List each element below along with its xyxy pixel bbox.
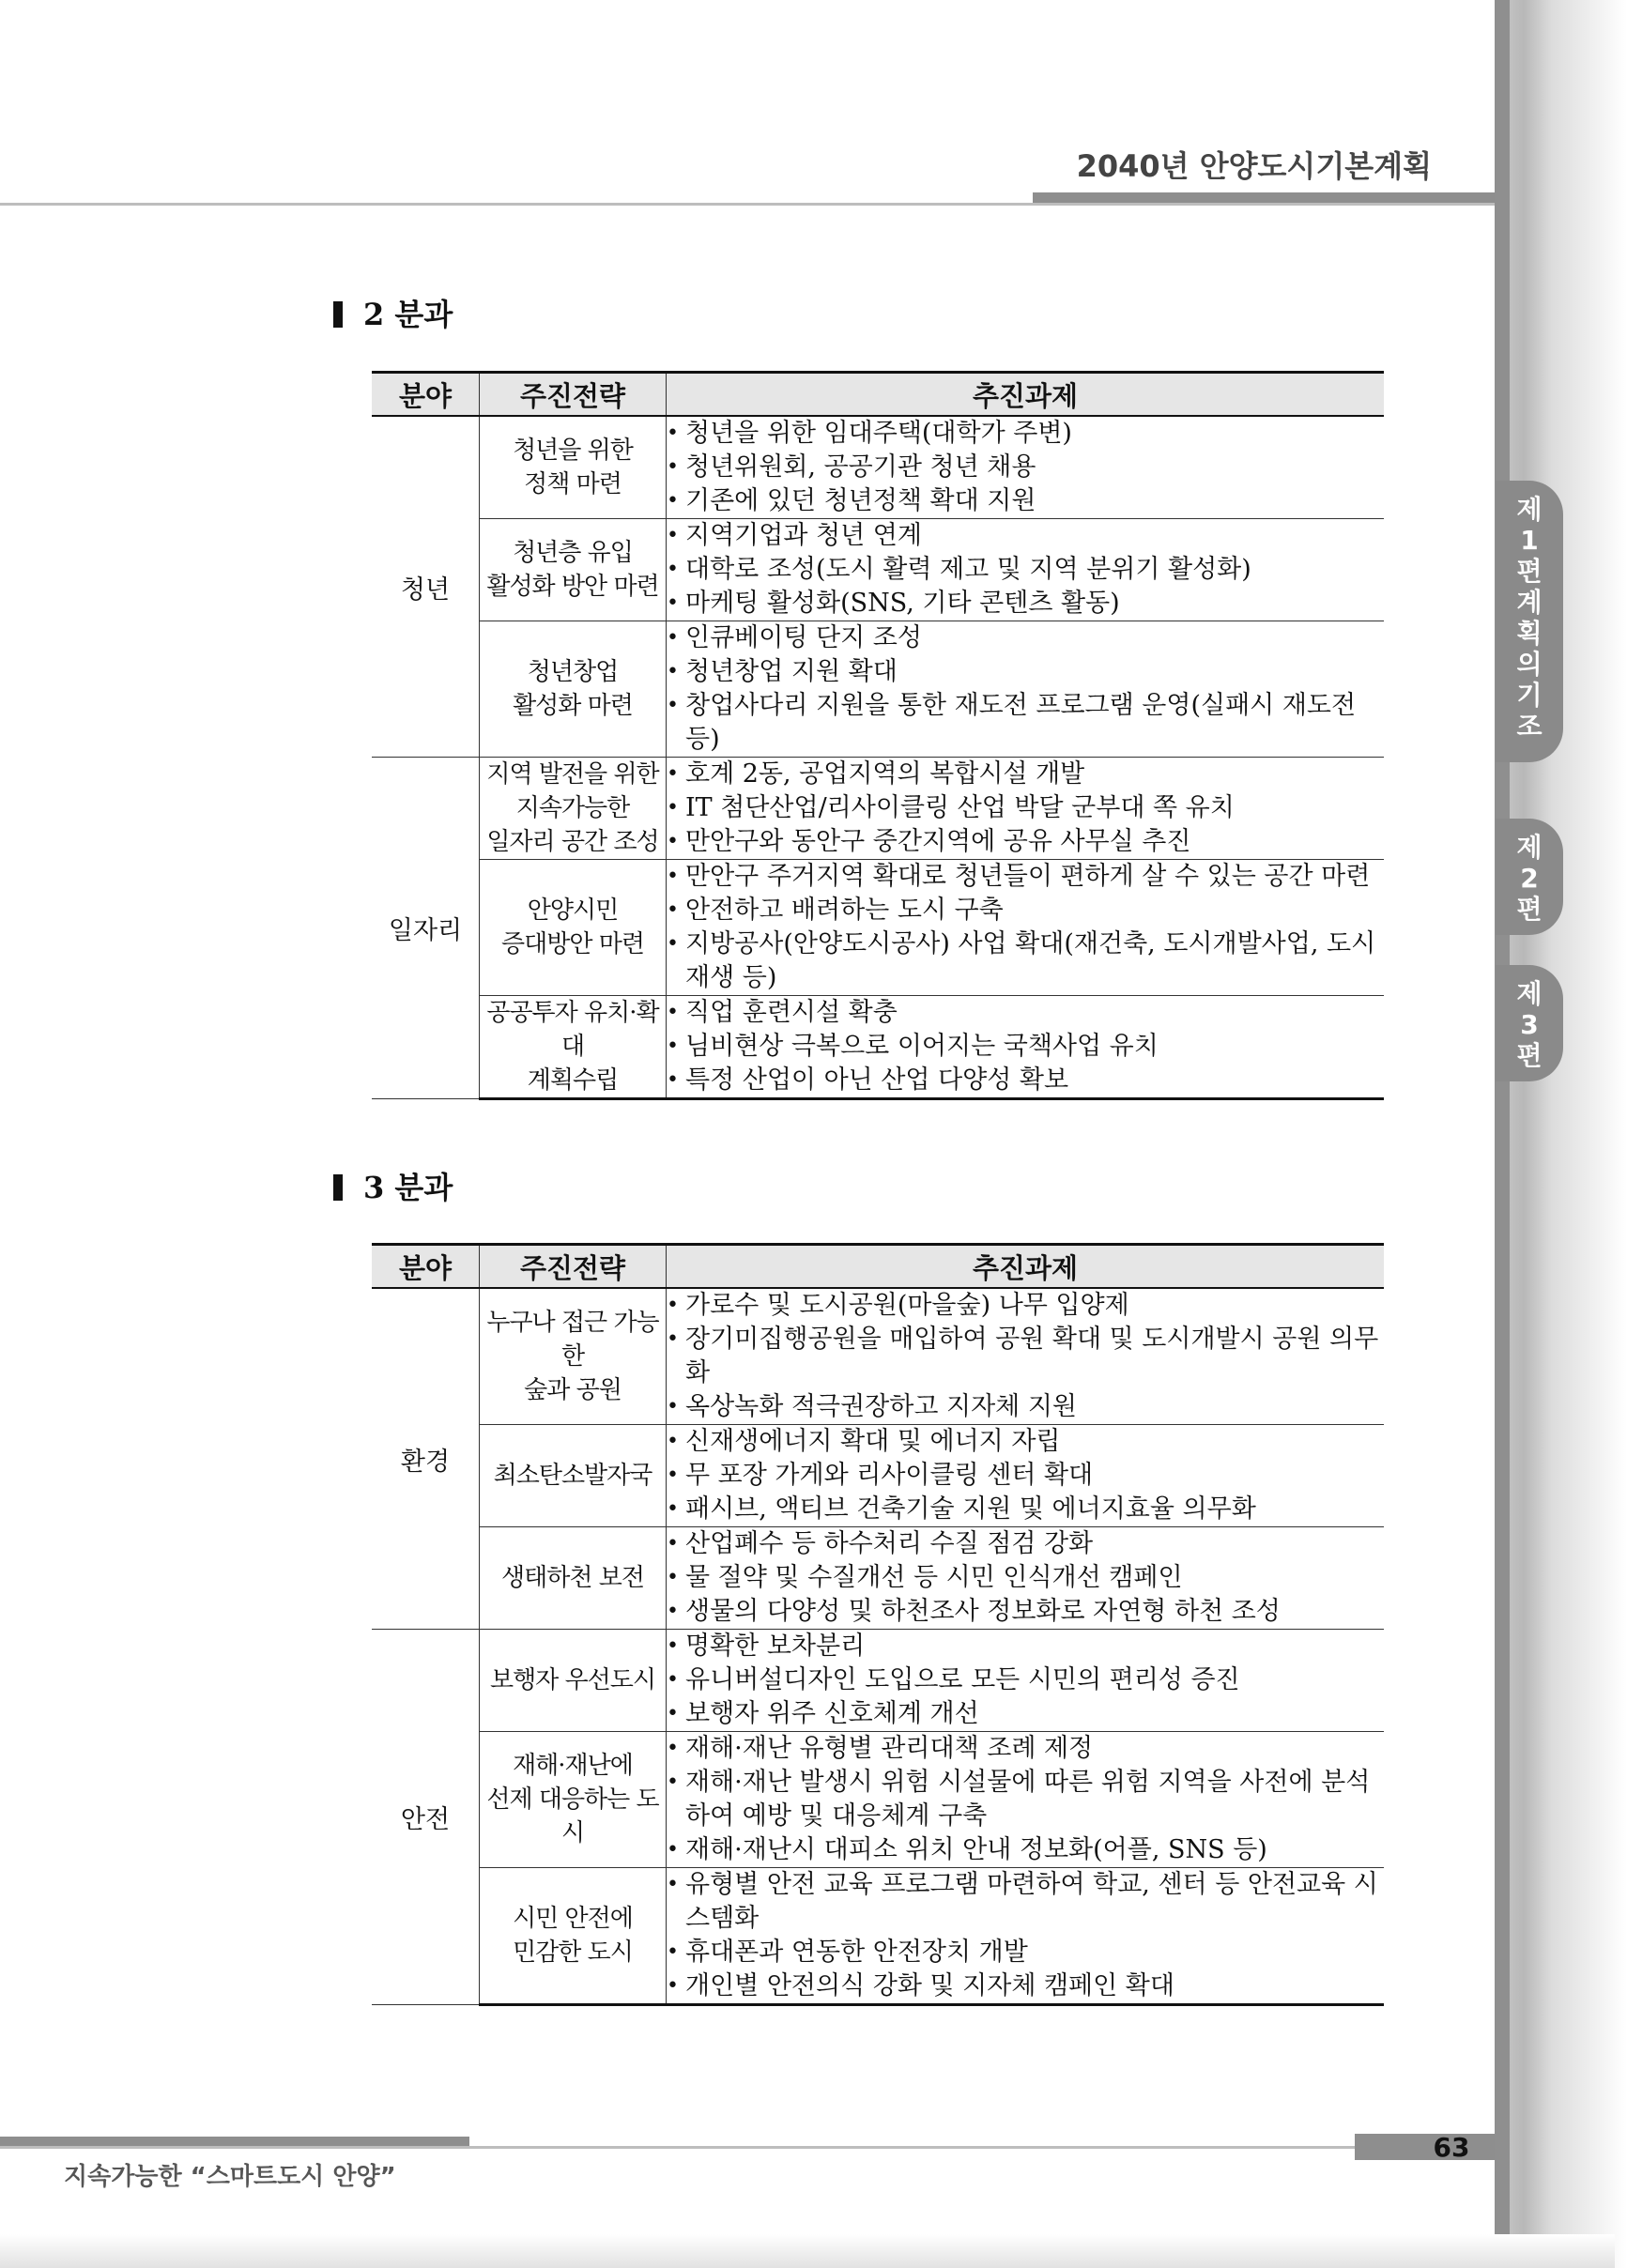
strategy-cell xyxy=(480,1288,667,1425)
side-tab-char: 편 xyxy=(1516,1040,1543,1071)
tasks-cell xyxy=(667,519,1385,621)
field-cell: 안전 xyxy=(372,1630,480,2005)
task-item: • 물 절약 및 수질개선 등 시민 인식개선 캠페인 xyxy=(667,1561,1384,1595)
task-item: • 개인별 안전의식 강화 및 지자체 캠페인 확대 xyxy=(667,1969,1384,2003)
side-tab-char: 편 xyxy=(1516,894,1543,925)
task-item: • 신재생에너지 확대 및 에너지 자립 xyxy=(667,1425,1384,1459)
task-item: • 무 포장 가게와 리사이클링 센터 확대 xyxy=(667,1459,1384,1493)
table-row xyxy=(372,860,1384,996)
strategy-line: 청년창업 xyxy=(527,658,619,686)
tasks-cell xyxy=(667,1732,1385,1868)
strategy-line: 생태하천 보전 xyxy=(501,1564,644,1592)
side-tab-part3[interactable] xyxy=(1496,965,1563,1081)
side-tab-char: 의 xyxy=(1516,649,1543,680)
tasks-cell xyxy=(667,996,1385,1099)
side-tab-part1[interactable] xyxy=(1496,481,1563,762)
strategy-cell xyxy=(480,860,667,996)
task-item: • 청년위원회, 공공기관 청년 채용 xyxy=(667,451,1384,484)
strategy-line: 보행자 우선도시 xyxy=(489,1666,656,1694)
strategy-cell xyxy=(480,996,667,1099)
task-item: • 청년창업 지원 확대 xyxy=(667,655,1384,689)
header-field: 분야 xyxy=(372,1245,480,1289)
task-item: • 재해·재난시 대피소 위치 안내 정보화(어플, SNS 등) xyxy=(667,1833,1384,1867)
task-item: • 유형별 안전 교육 프로그램 마련하여 학교, 센터 등 안전교육 시스템화 xyxy=(667,1868,1384,1936)
table-header-row xyxy=(372,373,1384,417)
footer-rule xyxy=(0,2146,1495,2149)
tasks-cell xyxy=(667,860,1385,996)
task-item: • 호계 2동, 공업지역의 복합시설 개발 xyxy=(667,758,1384,791)
strategy-line: 증대방안 마련 xyxy=(501,930,644,958)
side-tab-char: 편 xyxy=(1516,556,1543,587)
strategy-line: 계획수립 xyxy=(527,1066,619,1095)
strategy-line: 일자리 공간 조성 xyxy=(486,828,659,856)
side-tab-char: 1 xyxy=(1520,525,1539,556)
tasks-cell xyxy=(667,621,1385,758)
strategy-line: 최소탄소발자국 xyxy=(493,1462,652,1490)
task-item: • 재해·재난 유형별 관리대책 조례 제정 xyxy=(667,1732,1384,1766)
header-tasks: 추진과제 xyxy=(667,373,1385,417)
side-tab-char: 조 xyxy=(1516,711,1543,742)
side-tab-char: 획 xyxy=(1516,618,1543,649)
task-item: • 만안구와 동안구 중간지역에 공유 사무실 추진 xyxy=(667,825,1384,859)
side-tab-char: 제 xyxy=(1516,978,1543,1009)
task-item: • 휴대폰과 연동한 안전장치 개발 xyxy=(667,1936,1384,1969)
table-row xyxy=(372,621,1384,758)
strategy-cell xyxy=(480,1868,667,2005)
task-item: • 기존에 있던 청년정책 확대 지원 xyxy=(667,484,1384,518)
task-item: • 명확한 보차분리 xyxy=(667,1630,1384,1663)
strategy-line: 숲과 공원 xyxy=(524,1376,622,1404)
side-tab-char: 기 xyxy=(1516,680,1543,711)
strategy-cell xyxy=(480,519,667,621)
side-tab-part2[interactable] xyxy=(1496,819,1563,935)
strategy-line: 청년을 위한 xyxy=(513,437,633,465)
side-tab-char: 제 xyxy=(1516,494,1543,525)
strategy-cell xyxy=(480,1425,667,1527)
bottom-shadow xyxy=(0,2234,1615,2268)
tasks-cell xyxy=(667,1527,1385,1630)
task-item: • 옥상녹화 적극권장하고 지자체 지원 xyxy=(667,1390,1384,1424)
tasks-cell xyxy=(667,1288,1385,1425)
task-item: • 가로수 및 도시공원(마을숲) 나무 입양제 xyxy=(667,1289,1384,1323)
task-item: • 창업사다리 지원을 통한 재도전 프로그램 운영(실패시 재도전 등) xyxy=(667,689,1384,757)
section-marker xyxy=(333,1174,343,1201)
tasks-cell xyxy=(667,1630,1385,1732)
task-item: • 산업폐수 등 하수처리 수질 점검 강화 xyxy=(667,1527,1384,1561)
section-2-title xyxy=(333,291,453,334)
field-cell: 환경 xyxy=(372,1288,480,1630)
strategy-line: 지속가능한 xyxy=(515,794,630,822)
table-row xyxy=(372,1868,1384,2005)
table-row xyxy=(372,1630,1384,1732)
task-item: • 특정 산업이 아닌 산업 다양성 확보 xyxy=(667,1064,1384,1097)
strategy-cell xyxy=(480,621,667,758)
task-item: • 대학로 조성(도시 활력 제고 및 지역 분위기 활성화) xyxy=(667,553,1384,587)
table-row xyxy=(372,758,1384,860)
task-item: • 만안구 주거지역 확대로 청년들이 편하게 살 수 있는 공간 마련 xyxy=(667,860,1384,894)
tasks-cell xyxy=(667,1425,1385,1527)
table-row xyxy=(372,1732,1384,1868)
page-edge-shading xyxy=(1496,0,1627,2268)
section-3-title-text: 3 분과 xyxy=(363,1170,453,1205)
section-3-table xyxy=(372,1243,1384,2006)
strategy-line: 선제 대응하는 도시 xyxy=(486,1785,659,1847)
header-field: 분야 xyxy=(372,373,480,417)
task-item: • 청년을 위한 임대주택(대학가 주변) xyxy=(667,417,1384,451)
header-title: 2040년 안양도시기본계획 xyxy=(1076,148,1432,184)
strategy-line: 안양시민 xyxy=(527,896,619,925)
task-item: • 직업 훈련시설 확충 xyxy=(667,996,1384,1030)
section-marker xyxy=(333,301,343,328)
section-2-title-text: 2 분과 xyxy=(363,297,453,332)
task-item: • 재해·재난 발생시 위험 시설물에 따른 위험 지역을 사전에 분석하여 예방 및 대응체계 구축 xyxy=(667,1766,1384,1833)
header-strategy: 주진전략 xyxy=(480,373,667,417)
task-item: • 안전하고 배려하는 도시 구축 xyxy=(667,894,1384,927)
task-item: • 마케팅 활성화(SNS, 기타 콘텐츠 활동) xyxy=(667,587,1384,621)
section-3-title xyxy=(333,1164,453,1207)
strategy-cell xyxy=(480,1630,667,1732)
task-item: • 님비현상 극복으로 이어지는 국책사업 유치 xyxy=(667,1030,1384,1064)
task-item: • 지역기업과 청년 연계 xyxy=(667,519,1384,553)
tasks-cell xyxy=(667,758,1385,860)
side-tab-char: 제 xyxy=(1516,832,1543,863)
task-item: • 장기미집행공원을 매입하여 공원 확대 및 도시개발시 공원 의무화 xyxy=(667,1323,1384,1390)
side-tab-char: 3 xyxy=(1520,1009,1539,1040)
table-row xyxy=(372,996,1384,1099)
strategy-line: 시민 안전에 xyxy=(513,1905,633,1933)
strategy-line: 활성화 마련 xyxy=(513,692,633,720)
task-item: • 보행자 위주 신호체계 개선 xyxy=(667,1697,1384,1731)
header-rule xyxy=(0,203,1495,206)
footer-title: 지속가능한 “스마트도시 안양” xyxy=(64,2163,396,2191)
side-tab-char: 2 xyxy=(1520,863,1539,894)
page-number: 63 xyxy=(1433,2132,1470,2163)
strategy-line: 청년층 유입 xyxy=(513,539,633,567)
tasks-cell xyxy=(667,1868,1385,2005)
header-strategy: 주진전략 xyxy=(480,1245,667,1289)
strategy-cell xyxy=(480,1527,667,1630)
task-item: • 패시브, 액티브 건축기술 지원 및 에너지효율 의무화 xyxy=(667,1493,1384,1526)
table-row xyxy=(372,1425,1384,1527)
strategy-line: 지역 발전을 위한 xyxy=(486,760,659,789)
strategy-line: 누구나 접근 가능한 xyxy=(486,1309,659,1371)
field-cell: 청년 xyxy=(372,416,480,758)
strategy-cell xyxy=(480,1732,667,1868)
section-2-table xyxy=(372,371,1384,1100)
task-item: • 인큐베이팅 단지 조성 xyxy=(667,621,1384,655)
table-row xyxy=(372,416,1384,519)
strategy-line: 정책 마련 xyxy=(524,470,622,498)
table-row xyxy=(372,519,1384,621)
strategy-cell xyxy=(480,416,667,519)
strategy-line: 활성화 방안 마련 xyxy=(486,573,659,601)
strategy-cell xyxy=(480,758,667,860)
table-row xyxy=(372,1288,1384,1425)
side-tab-char: 계 xyxy=(1516,587,1543,618)
table-row xyxy=(372,1527,1384,1630)
table-header-row xyxy=(372,1245,1384,1289)
strategy-line: 재해·재난에 xyxy=(513,1752,633,1780)
task-item: • 지방공사(안양도시공사) 사업 확대(재건축, 도시개발사업, 도시 재생 등) xyxy=(667,927,1384,995)
header-tasks: 추진과제 xyxy=(667,1245,1385,1289)
task-item: • 생물의 다양성 및 하천조사 정보화로 자연형 하천 조성 xyxy=(667,1595,1384,1629)
strategy-line: 민감한 도시 xyxy=(513,1939,633,1967)
page-edge-band xyxy=(1495,0,1510,2268)
field-cell: 일자리 xyxy=(372,758,480,1099)
task-item: • 유니버설디자인 도입으로 모든 시민의 편리성 증진 xyxy=(667,1663,1384,1697)
task-item: • IT 첨단산업/리사이클링 산업 박달 군부대 쪽 유치 xyxy=(667,791,1384,825)
strategy-line: 공공투자 유치·확대 xyxy=(486,999,659,1061)
tasks-cell xyxy=(667,416,1385,519)
